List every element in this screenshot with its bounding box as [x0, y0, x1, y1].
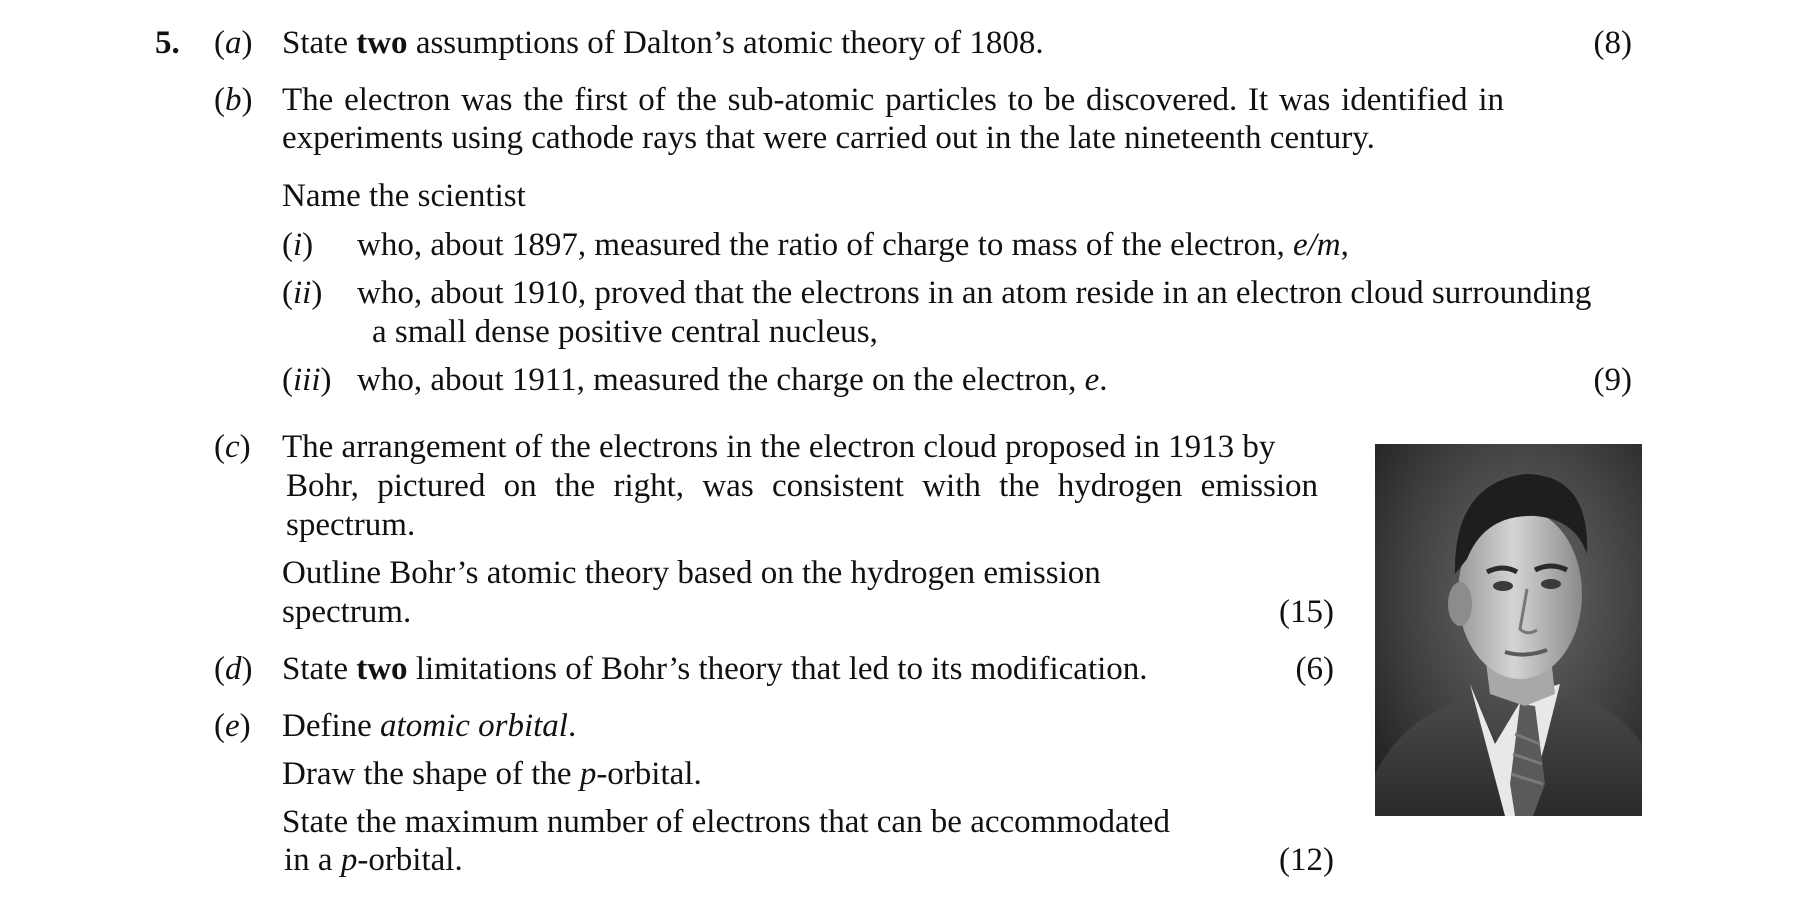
part-b-marks: (9): [1593, 362, 1632, 398]
part-e-define: Define atomic orbital.: [282, 708, 577, 744]
bohr-portrait-photo: [1375, 444, 1642, 816]
part-c-line4: Outline Bohr’s atomic theory based on the hydrogen emission: [282, 555, 1101, 591]
part-e-marks: (12): [1279, 842, 1334, 878]
part-e-label: (e): [214, 708, 251, 744]
part-d-marks: (6): [1295, 651, 1334, 687]
question-number: 5.: [155, 25, 180, 61]
part-b-ii-line1: who, about 1910, proved that the electrons in an atom reside in an electron cloud surrounding: [357, 275, 1592, 311]
part-e-draw: Draw the shape of the p-orbital.: [282, 756, 702, 792]
part-c-label: (c): [214, 429, 251, 465]
part-a-text: State two assumptions of Dalton’s atomic theory of 1808.: [282, 25, 1044, 61]
part-c-line5: spectrum.: [282, 594, 412, 630]
portrait-illustration: [1375, 444, 1642, 816]
part-b-prompt: Name the scientist: [282, 178, 526, 214]
part-a-marks: (8): [1593, 25, 1632, 61]
part-b-ii-line2: a small dense positive central nucleus,: [372, 314, 878, 350]
part-c-marks: (15): [1279, 594, 1334, 630]
part-d-label: (d): [214, 651, 253, 687]
part-b-i-label: (i): [282, 227, 314, 263]
part-b-ii-label: (ii): [282, 275, 323, 311]
part-b-label: (b): [214, 82, 253, 118]
part-b-line1: The electron was the first of the sub-atomic particles to be discovered. It was identified in: [282, 82, 1504, 118]
part-b-iii-label: (iii): [282, 362, 332, 398]
part-c-line1: The arrangement of the electrons in the electron cloud proposed in 1913 by: [282, 429, 1276, 465]
part-b-line2: experiments using cathode rays that were carried out in the late nineteenth century.: [282, 120, 1375, 156]
part-b-iii-text: who, about 1911, measured the charge on the electron, e.: [357, 362, 1108, 398]
part-e-state-line2: in a p-orbital.: [284, 842, 463, 878]
part-c-line3: spectrum.: [286, 507, 416, 543]
part-a-label: (a): [214, 25, 253, 61]
part-e-state-line1: State the maximum number of electrons that can be accommodated: [282, 804, 1170, 840]
part-c-line2: Bohr, pictured on the right, was consistent with the hydrogen emission: [286, 468, 1318, 504]
part-b-i-text: who, about 1897, measured the ratio of charge to mass of the electron, e/m,: [357, 227, 1349, 263]
part-d-text: State two limitations of Bohr’s theory that led to its modification.: [282, 651, 1148, 687]
